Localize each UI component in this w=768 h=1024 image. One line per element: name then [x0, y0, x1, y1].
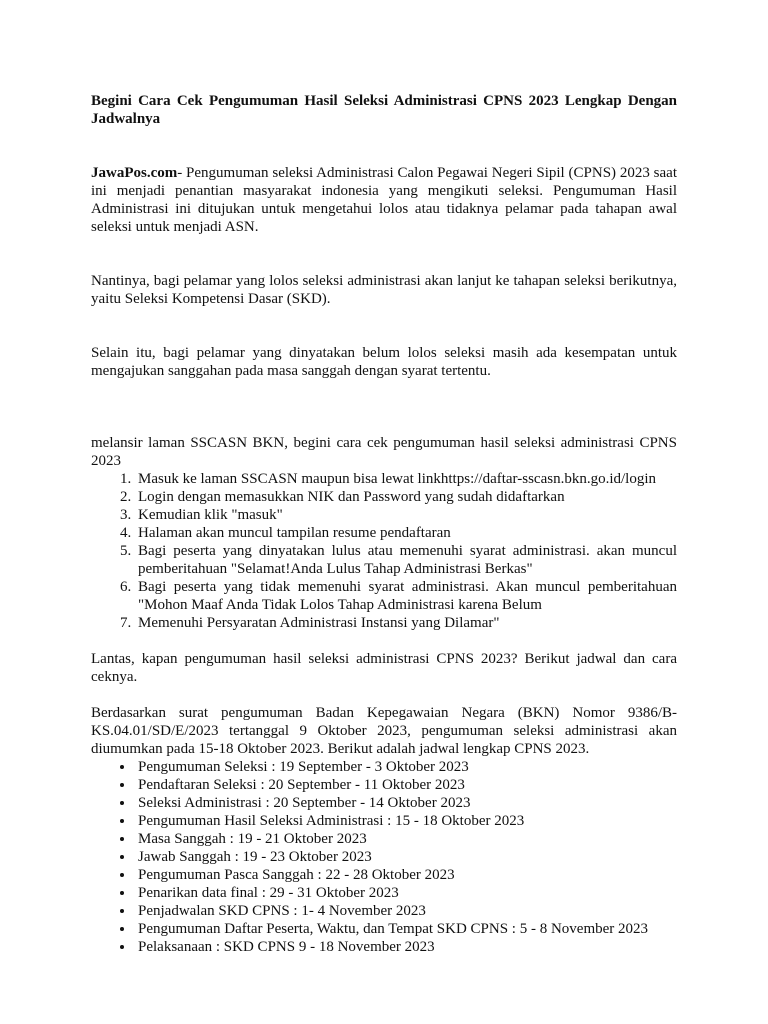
list-item: • Pengumuman Hasil Seleksi Administrasi : 15 - 18 Oktober 2023	[135, 812, 677, 830]
intro-text: - Pengumuman seleksi Administrasi Calon Pegawai Negeri Sipil (CPNS) 2023 saat ini menjadi penantian masyarakat indonesia yang mengikuti seleksi. Pengumuman Hasil Administrasi ini ditujukan untuk mengetahui lolos atau tidaknya pelamar pada tahapan awal seleksi untuk menjadi ASN.	[91, 165, 677, 235]
list-item: • Seleksi Administrasi : 20 September - 14 Oktober 2023	[135, 794, 677, 812]
paragraph-bkn-letter: Berdasarkan surat pengumuman Badan Kepegawaian Negara (BKN) Nomor 9386/B-KS.04.01/SD/E/2023 tertanggal 9 Oktober 2023, pengumuman seleksi administrasi akan diumumkan pada 15-18 Oktober 2023. Berikut adalah jadwal lengkap CPNS 2023.	[91, 705, 677, 757]
paragraph-next-stage: Nantinya, bagi pelamar yang lolos seleksi administrasi akan lanjut ke tahapan seleksi berikutnya, yaitu Seleksi Kompetensi Dasar (SKD).	[91, 273, 677, 307]
list-item: 6. Bagi peserta yang tidak memenuhi syarat administrasi. Akan muncul pemberitahuan "Mohon Maaf Anda Tidak Lolos Tahap Administrasi karena Belum	[135, 578, 677, 614]
list-item: • Pelaksanaan : SKD CPNS 9 - 18 November 2023	[135, 938, 677, 956]
schedule-list	[91, 758, 677, 956]
list-item: 2. Login dengan memasukkan NIK dan Password yang sudah didaftarkan	[135, 488, 677, 506]
paragraph-objection: Selain itu, bagi pelamar yang dinyatakan belum lolos seleksi masih ada kesempatan untuk mengajukan sanggahan pada masa sanggah dengan syarat tertentu.	[91, 345, 677, 379]
paragraph-how-to: melansir laman SSCASN BKN, begini cara cek pengumuman hasil seleksi administrasi CPNS 2023	[91, 435, 677, 469]
paragraph-when: Lantas, kapan pengumuman hasil seleksi administrasi CPNS 2023? Berikut jadwal dan cara ceknya.	[91, 651, 677, 685]
list-item: 5. Bagi peserta yang dinyatakan lulus atau memenuhi syarat administrasi. akan muncul pemberitahuan "Selamat!Anda Lulus Tahap Administrasi Berkas"	[135, 542, 677, 578]
list-item: • Masa Sanggah : 19 - 21 Oktober 2023	[135, 830, 677, 848]
list-item: 4. Halaman akan muncul tampilan resume pendaftaran	[135, 524, 677, 542]
list-item: • Pengumuman Pasca Sanggah : 22 - 28 Oktober 2023	[135, 866, 677, 884]
list-item: • Penjadwalan SKD CPNS : 1- 4 November 2023	[135, 902, 677, 920]
list-item: • Jawab Sanggah : 19 - 23 Oktober 2023	[135, 848, 677, 866]
list-item: • Pendaftaran Seleksi : 20 September - 11 Oktober 2023	[135, 776, 677, 794]
list-item: • Pengumuman Daftar Peserta, Waktu, dan Tempat SKD CPNS : 5 - 8 November 2023	[135, 920, 677, 938]
steps-list	[91, 470, 677, 632]
list-item: • Penarikan data final : 29 - 31 Oktober 2023	[135, 884, 677, 902]
article-title: Begini Cara Cek Pengumuman Hasil Seleksi Administrasi CPNS 2023 Lengkap Dengan Jadwalnya	[91, 93, 677, 127]
list-item: 1. Masuk ke laman SSCASN maupun bisa lewat linkhttps://daftar-sscasn.bkn.go.id/login	[135, 470, 677, 488]
intro-paragraph	[91, 164, 677, 236]
list-item: • Pengumuman Seleksi : 19 September - 3 Oktober 2023	[135, 758, 677, 776]
source-name: JawaPos.com	[91, 165, 178, 181]
list-item: 3. Kemudian klik "masuk"	[135, 506, 677, 524]
list-item: 7. Memenuhi Persyaratan Administrasi Instansi yang Dilamar"	[135, 614, 677, 632]
